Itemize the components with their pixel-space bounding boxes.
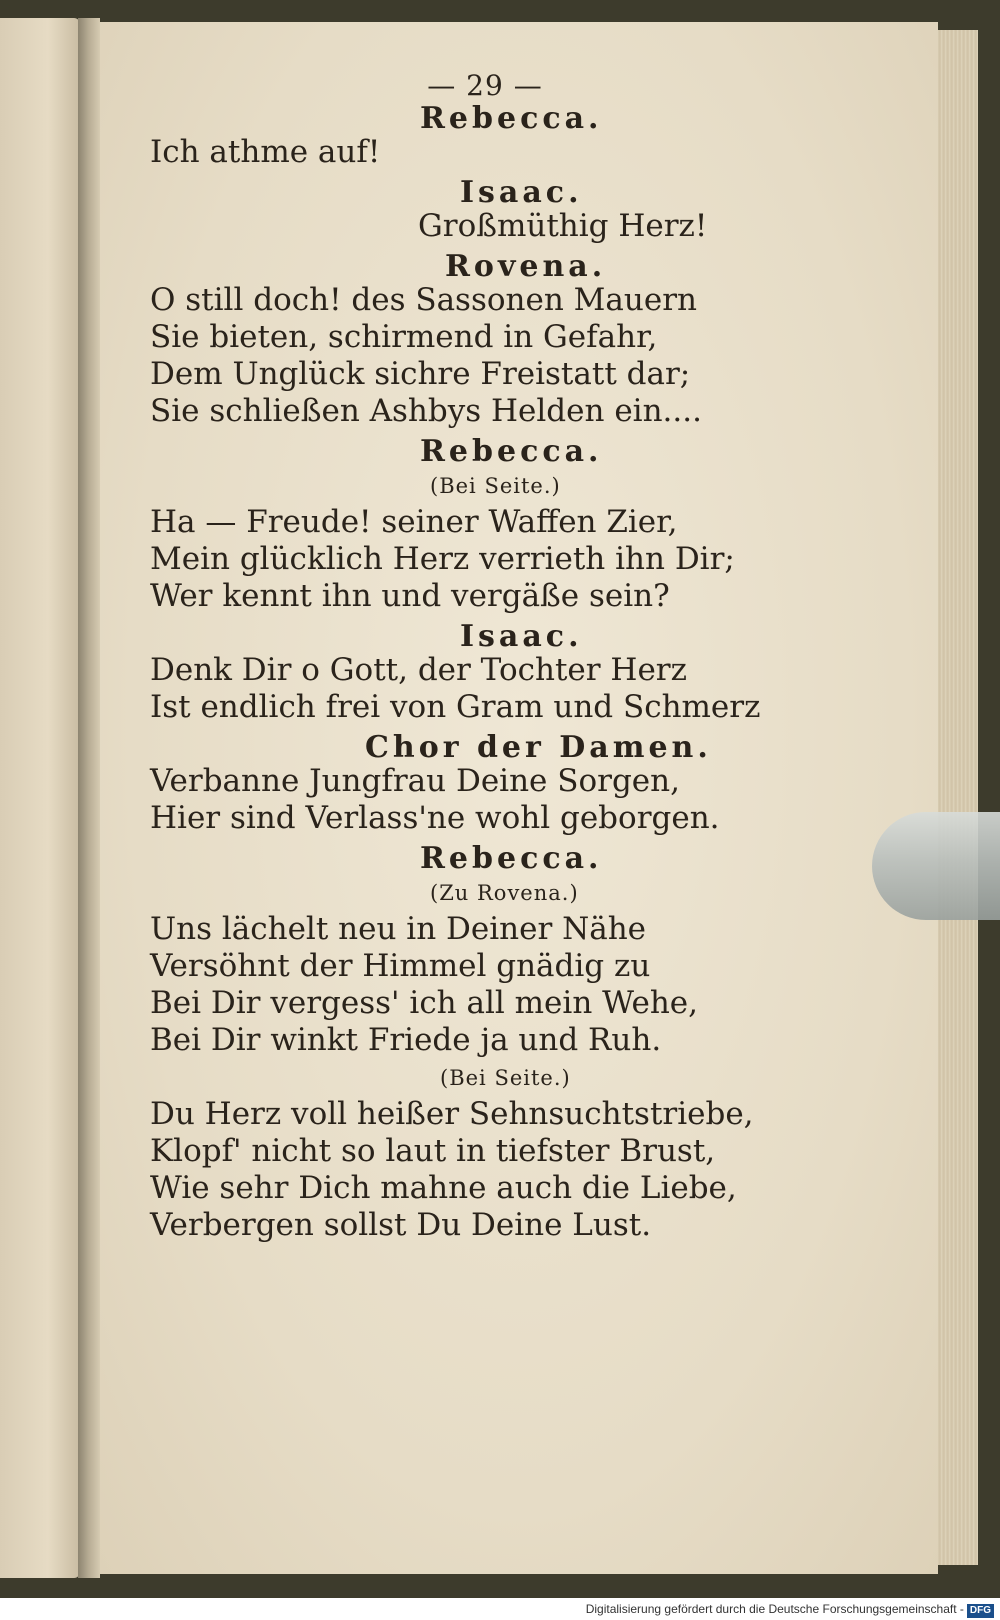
verse-line: Klopf' nicht so laut in tiefster Brust,: [150, 1133, 716, 1169]
text-lines: [150, 97, 790, 1244]
footer-credit: Digitalisierung gefördert durch die Deutsche Forschungsgemeinschaft -: [585, 1602, 964, 1616]
verse-line: Du Herz voll heißer Sehnsuchtstriebe,: [150, 1096, 754, 1132]
verse-line: Großmüthig Herz!: [418, 208, 708, 244]
verse-line: Bei Dir vergess' ich all mein Wehe,: [150, 985, 698, 1021]
scanner-clip: [872, 812, 1000, 920]
speaker-name: Rovena.: [445, 249, 607, 284]
verse-line: Ha — Freude! seiner Waffen Zier,: [150, 504, 678, 540]
left-page-edge: [0, 18, 80, 1578]
verse-line: Ist endlich frei von Gram und Schmerz: [150, 689, 761, 725]
verse-line: Wie sehr Dich mahne auch die Liebe,: [150, 1170, 737, 1206]
stage-direction: (Bei Seite.): [430, 474, 561, 498]
verse-line: Verbanne Jungfrau Deine Sorgen,: [150, 763, 680, 799]
stage-direction: (Bei Seite.): [440, 1066, 571, 1090]
verse-line: Sie schließen Ashbys Helden ein....: [150, 393, 702, 429]
verse-line: Dem Unglück sichre Freistatt dar;: [150, 356, 691, 392]
page-stack-edges: [938, 30, 978, 1565]
speaker-name: Chor der Damen.: [365, 730, 712, 765]
page-text: [150, 60, 790, 1244]
speaker-name: Rebecca.: [420, 841, 603, 876]
speaker-name: Isaac.: [460, 175, 583, 210]
verse-line: Wer kennt ihn und vergäße sein?: [150, 578, 670, 614]
verse-line: Denk Dir o Gott, der Tochter Herz: [150, 652, 687, 688]
verse-line: Hier sind Verlass'ne wohl geborgen.: [150, 800, 720, 836]
page-number: — 29 —: [427, 69, 543, 102]
verse-line: Versöhnt der Himmel gnädig zu: [150, 948, 651, 984]
speaker-name: Isaac.: [460, 619, 583, 654]
verse-line: Sie bieten, schirmend in Gefahr,: [150, 319, 658, 355]
verse-line: Mein glücklich Herz verrieth ihn Dir;: [150, 541, 735, 577]
verse-line: Uns lächelt neu in Deiner Nähe: [150, 911, 647, 947]
speaker-name: Rebecca.: [420, 434, 603, 469]
dfg-logo: DFG: [967, 1604, 994, 1618]
stage-direction: (Zu Rovena.): [430, 881, 579, 905]
verse-line: O still doch! des Sassonen Mauern: [150, 282, 697, 318]
book-gutter: [78, 18, 100, 1578]
verse-line: Ich athme auf!: [150, 134, 381, 170]
speaker-name: Rebecca.: [420, 101, 603, 136]
verse-line: Verbergen sollst Du Deine Lust.: [150, 1207, 652, 1243]
footer-bar: [0, 1598, 1000, 1620]
verse-line: Bei Dir winkt Friede ja und Ruh.: [150, 1022, 662, 1058]
